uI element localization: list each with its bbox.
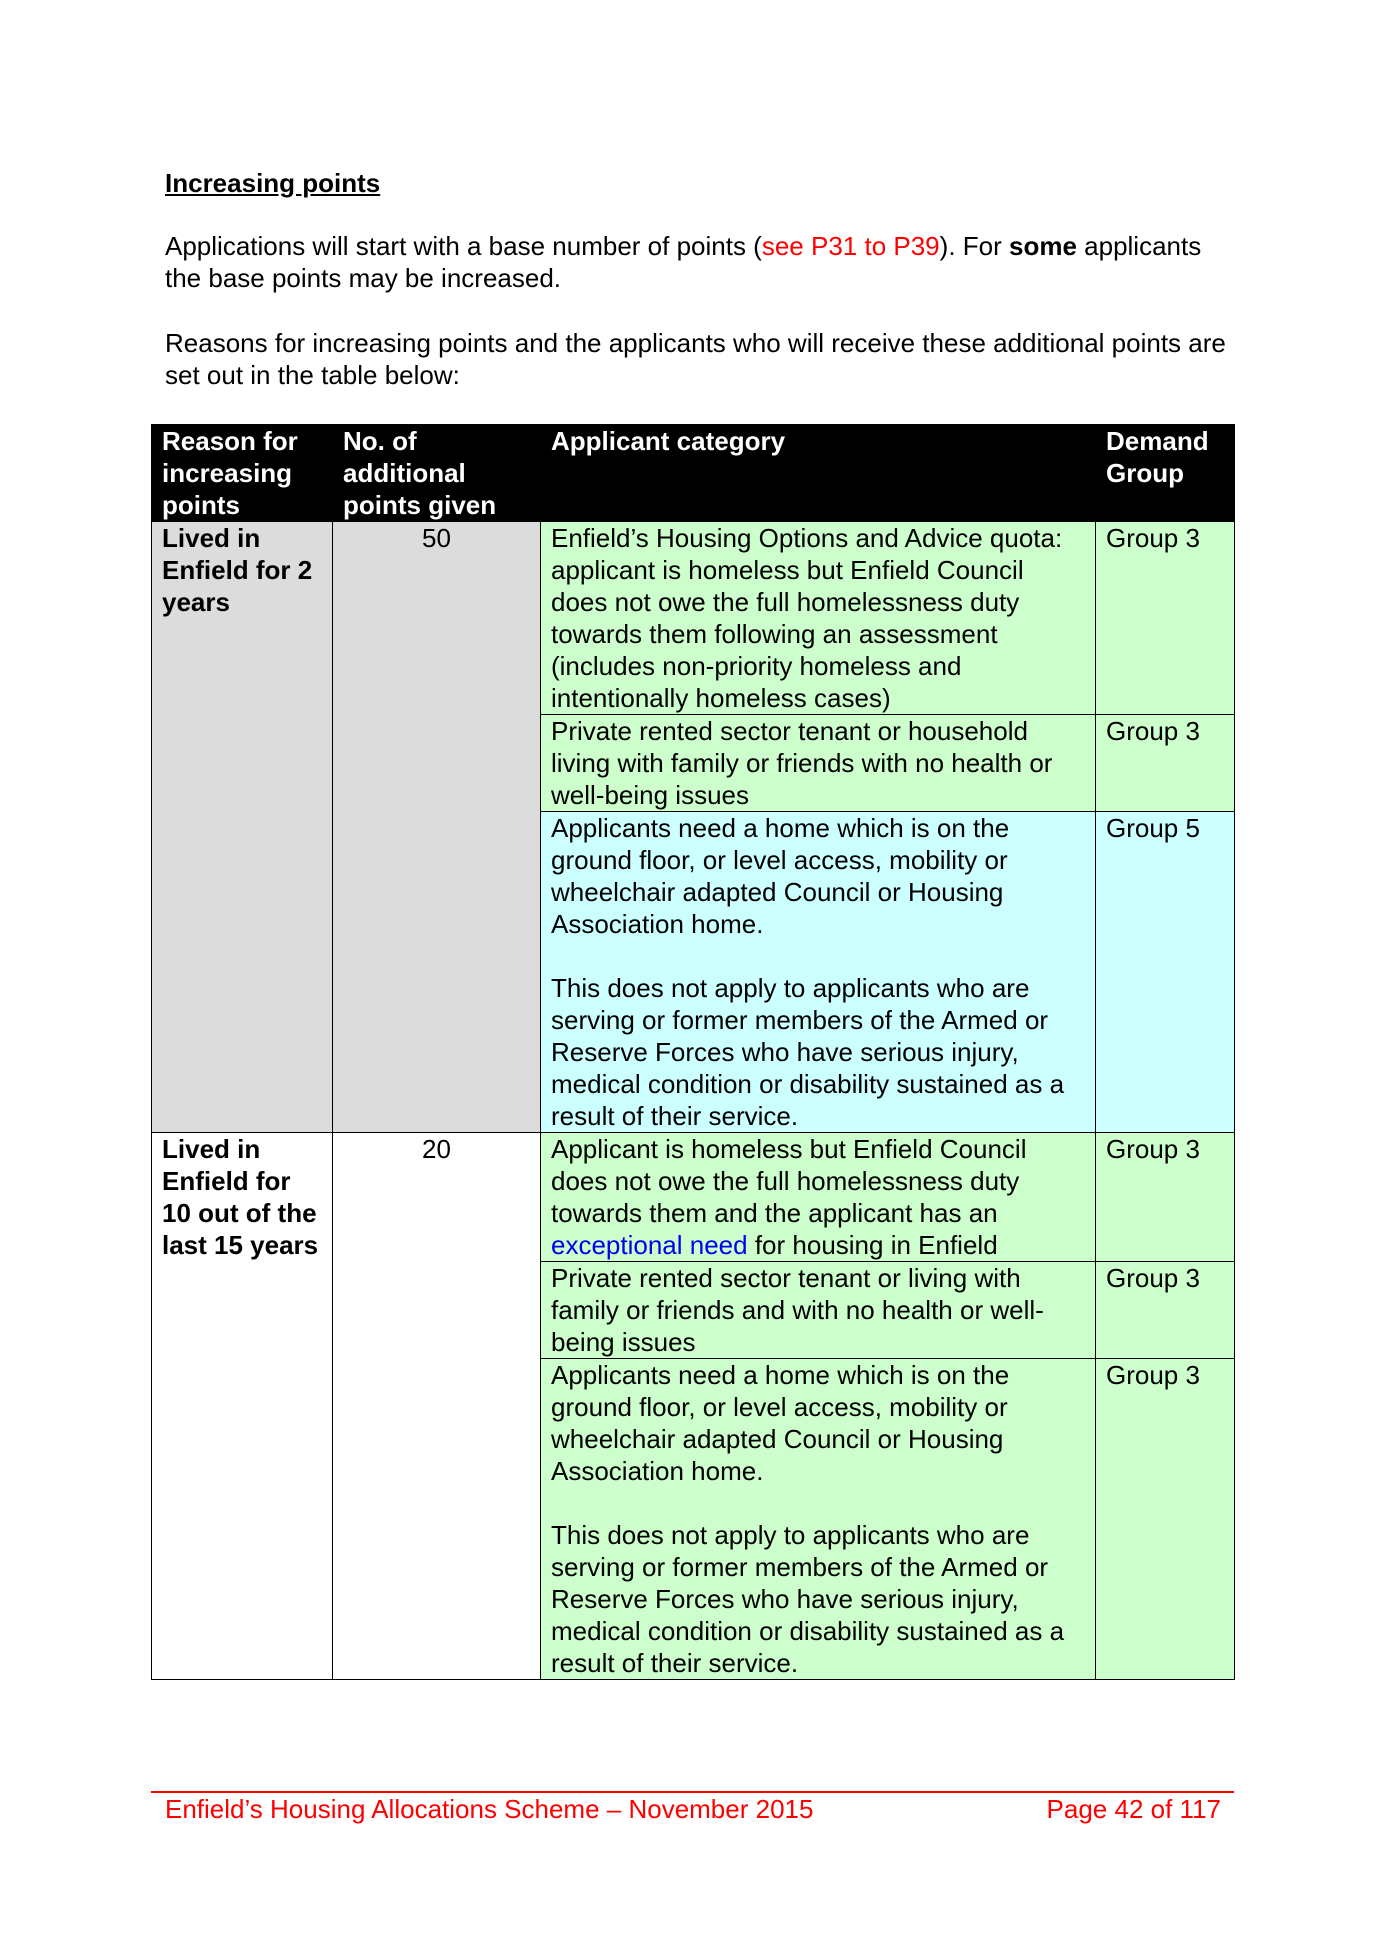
demand-group-cell: Group 3 [1096,1262,1235,1359]
intro-paragraph [165,230,1235,294]
intro-text-middle: ). For [939,231,1009,261]
category-cell: Private rented sector tenant or living with family or friends and with no health or well-being issues [541,1262,1096,1359]
category-paragraph: Applicants need a home which is on the ground floor, or level access, mobility or wheelchair adapted Council or Housing Association home. [551,813,1010,939]
footer-page-number: Page 42 of 117 [1046,1794,1221,1824]
header-demand-group: Demand Group [1096,425,1235,522]
exceptional-need-link[interactable]: exceptional need [551,1230,748,1260]
category-note: This does not apply to applicants who are serving or former members of the Armed or Reserve Forces who have serious injury, medical condition or disability sustained as a result of their service. [551,973,1065,1131]
increasing-points-table [151,424,1235,1680]
category-text-after: for housing in Enfield [747,1230,998,1260]
category-cell [541,812,1096,1133]
header-category: Applicant category [541,425,1096,522]
points-cell: 50 [333,522,541,1133]
demand-group-cell: Group 3 [1096,715,1235,812]
header-points: No. of additional points given [333,425,541,522]
intro-text-after: applicants the base points may be increased. [165,231,1202,293]
reason-cell: Lived in Enfield for 2 years [152,522,333,1133]
table-row [152,522,1235,715]
category-paragraph: Applicants need a home which is on the ground floor, or level access, mobility or wheelchair adapted Council or Housing Association home. [551,1360,1010,1486]
reasons-intro-paragraph: Reasons for increasing points and the applicants who will receive these additional points are set out in the table below: [165,328,1226,390]
table-header-row [152,425,1235,522]
reason-cell: Lived in Enfield for 10 out of the last 15 years [152,1133,333,1680]
table-row [152,1133,1235,1262]
demand-group-cell: Group 3 [1096,522,1235,715]
intro-text-before: Applications will start with a base number of points ( [165,231,762,261]
points-cell: 20 [333,1133,541,1680]
header-reason: Reason for increasing points [152,425,333,522]
demand-group-cell: Group 3 [1096,1133,1235,1262]
section-heading: Increasing points [165,168,381,198]
footer-document-title: Enfield’s Housing Allocations Scheme – November 2015 [165,1794,814,1824]
reference-link[interactable]: see P31 to P39 [761,231,940,261]
demand-group-cell: Group 3 [1096,1359,1235,1680]
demand-group-cell: Group 5 [1096,812,1235,1133]
intro-bold-word: some [1009,231,1077,261]
category-text-before: Applicant is homeless but Enfield Council does not owe the full homelessness duty towards them and the applicant has an [551,1134,1027,1228]
category-note: This does not apply to applicants who are serving or former members of the Armed or Reserve Forces who have serious injury, medical condition or disability sustained as a result of their service. [551,1520,1065,1678]
category-cell [541,1133,1096,1262]
category-cell: Enfield’s Housing Options and Advice quota: applicant is homeless but Enfield Council does not owe the full homelessness duty towards them following an assessment (includes non-priority homeless and intentionally homeless cases) [541,522,1096,715]
category-cell [541,1359,1096,1680]
category-cell: Private rented sector tenant or household living with family or friends with no health or well-being issues [541,715,1096,812]
